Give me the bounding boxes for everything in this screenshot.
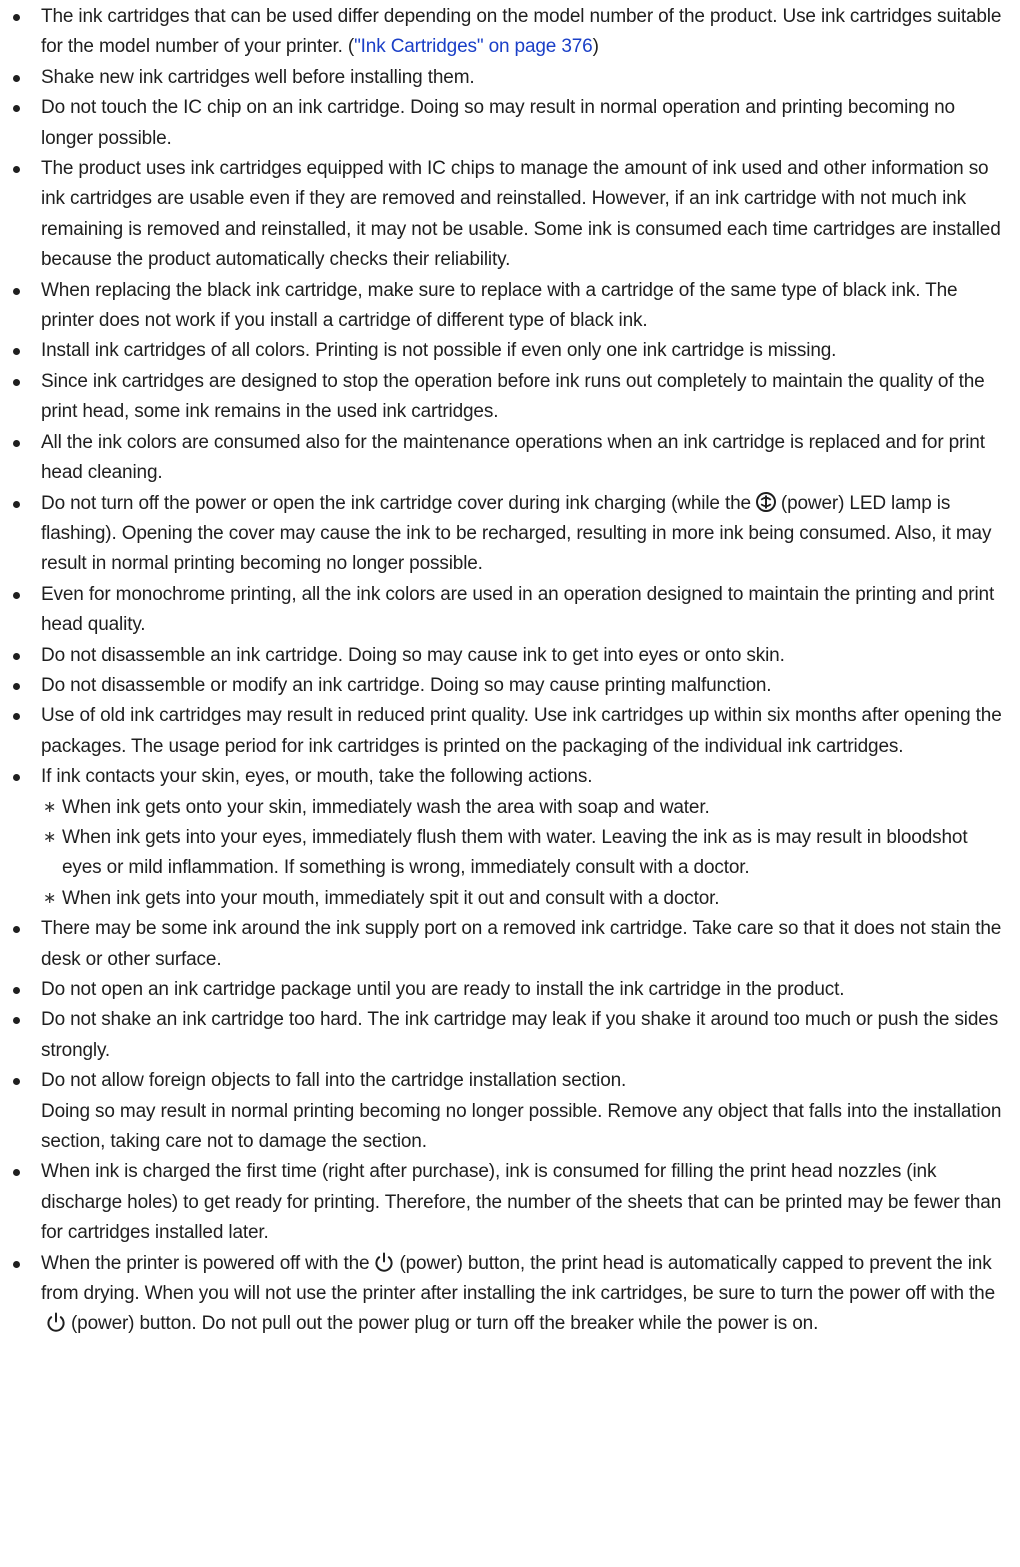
list-item xyxy=(41,914,1008,975)
note-text: There may be some ink around the ink supply port on a removed ink cartridge. Take care so that it does not stain the desk or other surface. xyxy=(41,918,1002,970)
power-button-icon xyxy=(373,1251,395,1273)
list-item xyxy=(41,701,1008,762)
sub-list-item xyxy=(62,884,1008,914)
list-item xyxy=(41,154,1008,276)
note-text: Do not touch the IC chip on an ink cartridge. Doing so may result in normal operation and printing becoming no longer possible. xyxy=(41,97,955,149)
list-item xyxy=(41,1005,1008,1066)
list-item xyxy=(41,63,1008,93)
note-text: The ink cartridges that can be used differ depending on the model number of the product. Use ink cartridges suitable for the model number of your printer. ( xyxy=(41,6,1002,58)
list-item xyxy=(41,93,1008,154)
note-text: Do not allow foreign objects to fall into the cartridge installation section. xyxy=(41,1070,627,1092)
list-item xyxy=(41,276,1008,337)
note-text: Do not turn off the power or open the ink cartridge cover during ink charging (while the xyxy=(41,492,751,514)
list-item xyxy=(41,762,1008,914)
list-item xyxy=(41,671,1008,701)
note-text: When ink is charged the first time (right after purchase), ink is consumed for filling the print head nozzles (ink discharge holes) to get ready for printing. Therefore, the number of the sheets that can be printed may be fewer than for cartridges installed later. xyxy=(41,1161,1002,1244)
note-text: Since ink cartridges are designed to stop the operation before ink runs out completely to maintain the quality of the print head, some ink remains in the used ink cartridges. xyxy=(41,370,985,423)
list-item xyxy=(41,336,1008,366)
note-text: Do not disassemble or modify an ink cartridge. Doing so may cause printing malfunction. xyxy=(41,674,772,696)
list-item xyxy=(41,428,1008,489)
note-text-continued: Doing so may result in normal printing becoming no longer possible. Remove any object that falls into the installation section, taking care not to damage the section. xyxy=(41,1100,1002,1153)
note-text: Do not shake an ink cartridge too hard. The ink cartridge may leak if you shake it around too much or push the sides strongly. xyxy=(41,1009,999,1061)
list-item xyxy=(41,975,1008,1005)
note-text: Do not open an ink cartridge package until you are ready to install the ink cartridge in the product. xyxy=(41,979,845,1000)
ink-contact-actions-list xyxy=(41,793,1008,915)
note-text: ) xyxy=(592,36,599,58)
note-text: Do not disassemble an ink cartridge. Doing so may cause ink to get into eyes or onto skin. xyxy=(41,644,785,666)
list-item xyxy=(41,641,1008,671)
sub-note-text: When ink gets into your mouth, immediately spit it out and consult with a doctor. xyxy=(62,887,720,909)
list-item xyxy=(41,367,1008,428)
list-item xyxy=(41,1066,1008,1157)
list-item xyxy=(41,2,1008,63)
note-text: The product uses ink cartridges equipped with IC chips to manage the amount of ink used and other information so ink cartridges are usable even if they are removed and reinstalled. However, if an ink cartridge with not much ink remaining is removed and reinstalled, it may not be usable. Some ink is consumed each time cartridges are installed because the product automatically checks their reliability. xyxy=(41,158,1001,271)
note-text: (power) button. Do not pull out the power plug or turn off the breaker while the power is on. xyxy=(71,1313,819,1335)
power-led-icon xyxy=(755,491,777,513)
note-text: Even for monochrome printing, all the ink colors are used in an operation designed to maintain the printing and print head quality. xyxy=(41,583,995,636)
sub-list-item xyxy=(62,793,1008,823)
note-text: When replacing the black ink cartridge, make sure to replace with a cartridge of the same type of black ink. The printer does not work if you install a cartridge of different type of black ink. xyxy=(41,279,958,332)
note-text: (power) LED lamp is flashing). Opening the cover may cause the ink to be recharged, resulting in more ink being consumed. Also, it may result in normal printing becoming no longer possible. xyxy=(41,492,992,575)
note-text: All the ink colors are consumed also for the maintenance operations when an ink cartridge is replaced and for print head cleaning. xyxy=(41,431,985,484)
note-text: When the printer is powered off with the xyxy=(41,1252,370,1274)
note-text: Use of old ink cartridges may result in reduced print quality. Use ink cartridges up within six months after opening the packages. The usage period for ink cartridges is printed on the packaging of the individual ink cartridges. xyxy=(41,705,1002,757)
note-text: Shake new ink cartridges well before installing them. xyxy=(41,66,475,88)
list-item xyxy=(41,1157,1008,1248)
sub-note-text: When ink gets into your eyes, immediately flush them with water. Leaving the ink as is may result in bloodshot eyes or mild inflammation. If something is wrong, immediately consult with a doctor. xyxy=(62,826,968,879)
sub-list-item xyxy=(62,823,1008,884)
note-text: If ink contacts your skin, eyes, or mouth, take the following actions. xyxy=(41,766,593,788)
note-text: (power) button, the print head is automatically capped to prevent the ink from drying. When you will not use the printer after installing the ink cartridges, be sure to turn the power off with the xyxy=(41,1252,996,1305)
power-button-icon xyxy=(45,1311,67,1333)
sub-note-text: When ink gets onto your skin, immediately wash the area with soap and water. xyxy=(62,796,710,818)
list-item xyxy=(41,580,1008,641)
note-text: Install ink cartridges of all colors. Printing is not possible if even only one ink cartridge is missing. xyxy=(41,340,837,362)
list-item xyxy=(41,1249,1008,1340)
ink-cartridges-page-link[interactable]: "Ink Cartridges" on page 376 xyxy=(354,36,593,58)
list-item xyxy=(41,489,1008,580)
